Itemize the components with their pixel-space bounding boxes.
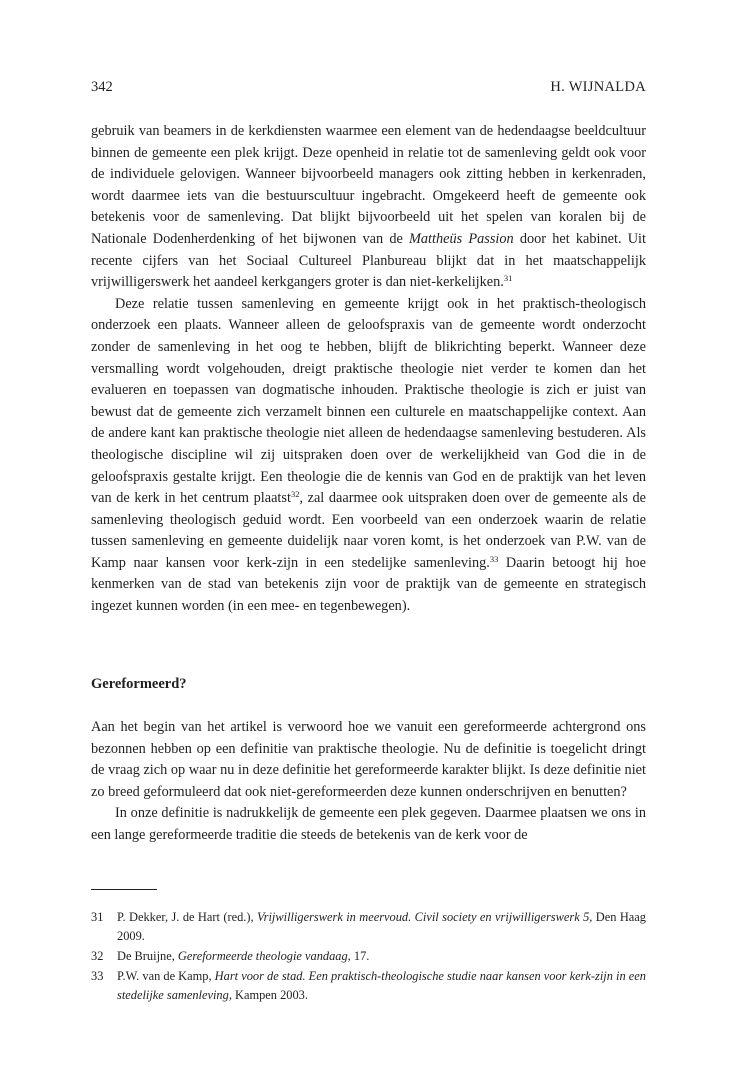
running-head: H. WIJNALDA [550,79,646,95]
body-text [91,121,646,618]
footnote-divider [91,889,157,890]
footnote-text: P. Dekker, J. de Hart (red.), [117,910,258,924]
footnote-ref[interactable]: 32 [290,489,300,500]
footnote-text: Den Haag 2009. [117,910,647,943]
footnote-text: De Bruijne, [117,949,178,963]
footnote-text: Kampen 2003. [231,988,308,1002]
paragraph-text: gebruik van beamers in de kerkdiensten waarmee een element van de hedendaagse beeldcultuur binnen de gemeente een plek krijgt. Deze openheid in relatie tot de samenleving geldt ook voor de individuele gelovigen. Wanneer bijvoorbeeld managers ook zitting hebben in kerkenraden, wordt daarmee iets van die bestuurscultuur ingebracht. Omgekeerd heeft de gemeente ook betekenis voor de samenleving. Dat blijkt bijvoorbeeld uit het spelen van koralen bij de Nationale Dodenherdenking of het bijwonen van de [91,123,646,247]
footnote-number: 32 [91,949,104,963]
paragraph [91,121,646,294]
footnote-title: Hart voor de stad. Een praktisch-theologische studie naar kansen voor kerk-zijn in een stedelijke samenleving, [117,969,646,1002]
paragraph-text: Daarin betoogt hij hoe kenmerken van de stad van betekenis zijn voor de praktijk van de gemeente en strategisch ingezet kunnen worden (in een mee- en tegenbewegen). [91,554,646,615]
footnotes [91,908,646,1006]
footnote [91,947,646,966]
footnote-number: 33 [91,969,104,983]
footnote-title: Vrijwilligerswerk in meervoud. Civil society en vrijwilligerswerk 5, [257,910,593,924]
paragraph-text: door het kabinet. Uit recente cijfers van het Sociaal Cultureel Planbureau blijkt dat in het maatschappelijk vrijwilligerswerk het aandeel kerkgangers groter is dan niet-kerkelijken. [91,230,646,291]
footnote-title: Gereformeerde theologie vandaag [177,949,348,963]
section-heading: Gereformeerd? [91,676,187,692]
paragraph [91,294,646,618]
page-header [91,79,646,99]
work-title: Mattheüs Passion [409,230,514,247]
footnote [91,967,646,1005]
footnote-ref[interactable]: 31 [503,273,513,284]
paragraph-text: Deze relatie tussen samenleving en gemeente krijgt ook in het praktisch-theologisch onderzoek een plaats. Wanneer alleen de geloofspraxis van de gemeente wordt onderzocht zonder de samenleving in het oog te hebben, blijft de blikrichting beperkt. Wanneer deze versmalling wordt volgehouden, dreigt praktische theologie niet verder te komen dan het evalueren en toepassen van dogmatische inhouden. Praktische theologie is zich er juist van bewust dat de gemeente zich verzamelt binnen een culturele en maatschappelijke context. Aan de andere kant kan praktische theologie niet alleen de hedendaagse samenleving bestuderen. Als theologische discipline wil zij uitspraken doen over de werkelijkheid van God die in de geloofspraxis gestalte krijgt. Een theologie die de kennis van God en de praktijk van het leven van de kerk in het centrum plaatst [91,295,646,507]
paragraph: Aan het begin van het artikel is verwoord hoe we vanuit een gereformeerde achtergrond ons bezonnen hebben op een definitie van praktische theologie. Nu de definitie is toegelicht dringt de vraag zich op waar nu in deze definitie het gereformeerde karakter blijkt. Is deze definitie niet zo breed geformuleerd dat ook niet-gereformeerden deze kunnen onderschrijven en benutten? [91,719,646,800]
section-text [91,717,646,847]
paragraph-text: , zal daarmee ook uitspraken doen over de gemeente als de samenleving theologisch geduid wordt. Een voorbeeld van een onderzoek waarin de relatie tussen samenleving en gemeente duidelijk naar voren komt, is het onderzoek van P.W. van de Kamp naar kansen voor kerk-zijn in een stedelijke samenleving. [91,490,646,571]
footnote-number: 31 [91,910,104,924]
page-number: 342 [91,79,113,95]
footnote-text: P.W. van de Kamp, [117,969,215,983]
footnote-ref[interactable]: 33 [489,553,499,564]
footnote-text: , 17. [347,949,370,963]
footnote [91,908,646,946]
paragraph: In onze definitie is nadrukkelijk de gemeente een plek gegeven. Daarmee plaatsen we ons in een lange gereformeerde traditie die steeds de betekenis van de kerk voor de [91,805,646,843]
